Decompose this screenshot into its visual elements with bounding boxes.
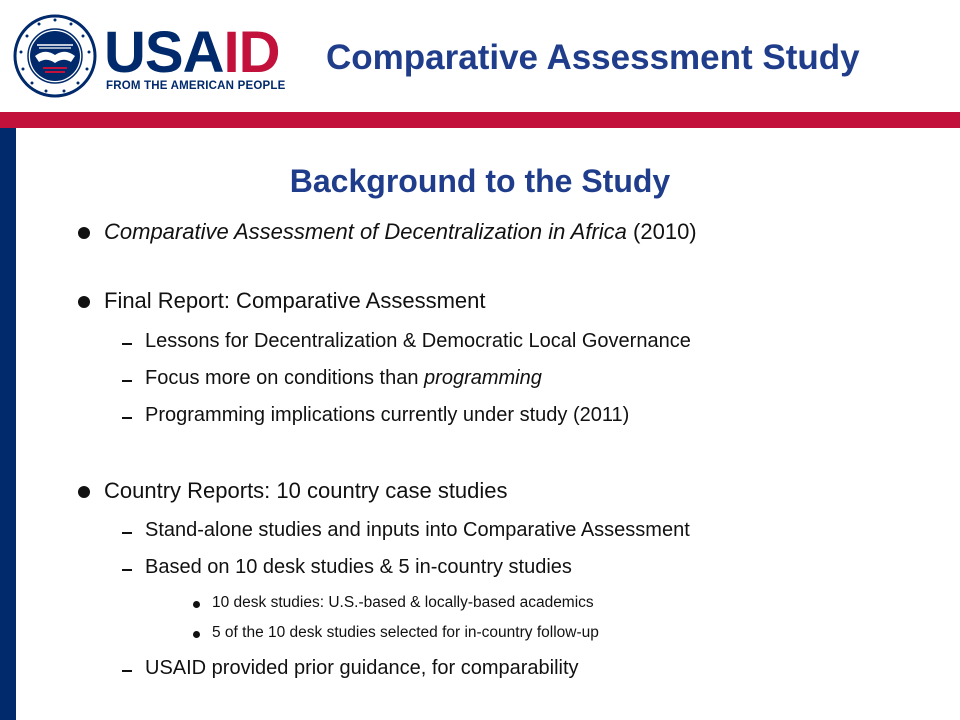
bullet-text: (2010) xyxy=(626,219,697,244)
dash-icon xyxy=(122,343,132,345)
bullet-item xyxy=(104,478,508,504)
sub-bullet-text: Stand-alone studies and inputs into Comparative Assessment xyxy=(145,519,690,541)
sub-bullet-text: Focus more on conditions than xyxy=(145,367,425,389)
small-bullet-dot-icon xyxy=(193,601,200,608)
bullet-text-italic: Comparative Assessment of Decentralization in Africa xyxy=(104,219,627,244)
sub-bullet-item xyxy=(145,657,579,680)
dash-icon xyxy=(122,417,132,419)
usaid-tagline: FROM THE AMERICAN PEOPLE xyxy=(106,80,286,92)
sub-sub-bullet-text: 5 of the 10 desk studies selected for in-country follow-up xyxy=(212,624,599,641)
bullet-text: Country Reports: 10 country case studies xyxy=(104,478,508,503)
sub-sub-bullet-text: 10 desk studies: U.S.-based & locally-based academics xyxy=(212,594,594,611)
sub-bullet-text: Programming implications currently under study (2011) xyxy=(145,404,630,426)
sub-sub-bullet-item xyxy=(212,594,594,612)
slide-title: Background to the Study xyxy=(289,163,671,199)
sub-bullet-item xyxy=(145,404,629,427)
bullet-text: Final Report: Comparative Assessment xyxy=(104,288,486,313)
bullet-dot-icon xyxy=(78,227,90,239)
sub-bullet-text: USAID provided prior guidance, for comparability xyxy=(145,657,579,679)
sub-bullet-text: Lessons for Decentralization & Democratic Local Governance xyxy=(145,330,691,352)
bullet-dot-icon xyxy=(78,486,90,498)
sub-sub-bullet-item xyxy=(212,624,599,642)
sub-bullet-text: Based on 10 desk studies & 5 in-country studies xyxy=(145,556,572,578)
sub-bullet-text-italic: programming xyxy=(424,367,542,389)
wordmark-id: ID xyxy=(223,20,280,85)
dash-icon xyxy=(122,670,132,672)
sub-bullet-item xyxy=(145,330,691,353)
bullet-dot-icon xyxy=(78,296,90,308)
wordmark-usa: USA xyxy=(104,20,224,85)
dash-icon xyxy=(122,532,132,534)
small-bullet-dot-icon xyxy=(193,631,200,638)
bullet-item xyxy=(104,288,486,314)
sub-bullet-item xyxy=(145,367,542,390)
header-title: Comparative Assessment Study xyxy=(326,38,860,77)
dash-icon xyxy=(122,569,132,571)
bullet-item xyxy=(104,219,697,245)
sub-bullet-item xyxy=(145,556,572,579)
dash-icon xyxy=(122,380,132,382)
sub-bullet-item xyxy=(145,519,690,542)
